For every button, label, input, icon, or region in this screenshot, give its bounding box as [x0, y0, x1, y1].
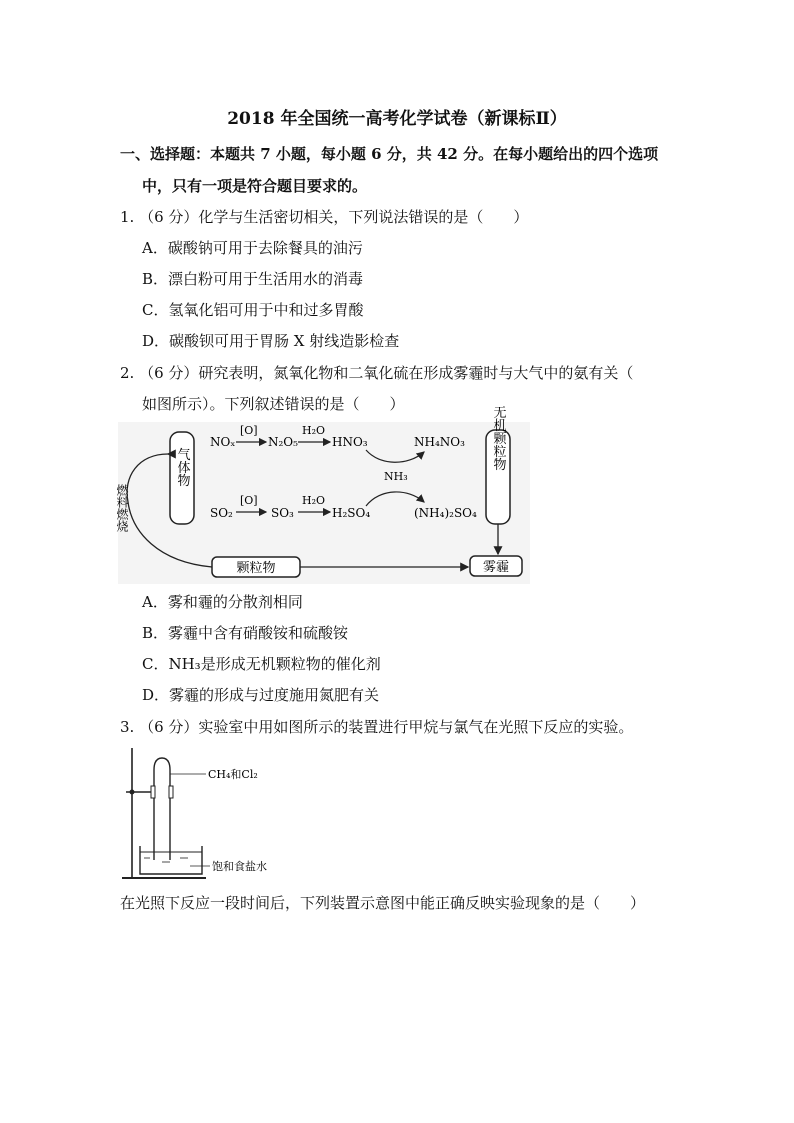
nh4-2so4-label: (NH₄)₂SO₄	[414, 506, 477, 520]
methane-chlorine-apparatus	[118, 742, 298, 884]
water-label-2: H₂O	[302, 494, 326, 507]
nh3-label: NH₃	[384, 470, 408, 483]
water-trough	[140, 846, 202, 874]
question-3-stem: 3. （6 分）实验室中用如图所示的装置进行甲烷与氯气在光照下反应的实验。	[120, 718, 634, 736]
so2-label: SO₂	[210, 506, 233, 520]
question-1-option-c: C．氢氧化铝可用于中和过多胃酸	[142, 301, 364, 319]
question-1-option-a: A．碳酸钠可用于去除餐具的油污	[142, 239, 363, 257]
n2o5-label: N₂O₅	[268, 435, 298, 449]
clamp-pad-right	[169, 786, 173, 798]
question-2-option-a: A．雾和霾的分散剂相同	[142, 593, 303, 611]
page-title: 2018 年全国统一高考化学试卷（新课标Ⅱ）	[227, 109, 567, 129]
question-1-option-d: D．碳酸钡可用于胃肠 X 射线造影检查	[142, 332, 400, 350]
hno3-label: HNO₃	[332, 435, 368, 449]
h2so4-label: H₂SO₄	[332, 506, 371, 520]
so3-label: SO₃	[271, 506, 294, 520]
question-1-option-b: B．漂白粉可用于生活用水的消毒	[142, 270, 364, 288]
question-3-followup: 在光照下反应一段时间后，下列装置示意图中能正确反映实验现象的是（ ）	[120, 894, 646, 912]
question-2-option-b: B．雾霾中含有硝酸铵和硫酸铵	[142, 624, 349, 642]
brine-label: 饱和食盐水	[212, 860, 267, 873]
particles-box-label: 颗粒物	[236, 561, 276, 576]
clamp-pad-left	[151, 786, 155, 798]
question-1-stem: 1. （6 分）化学与生活密切相关，下列说法错误的是（ ）	[120, 208, 529, 226]
nh4no3-label: NH₄NO₃	[414, 435, 465, 449]
section-heading-line-2: 中，只有一项是符合题目要求的。	[142, 177, 368, 195]
oxidation-label-1: [O]	[240, 424, 258, 437]
water-label-1: H₂O	[302, 424, 326, 437]
section-heading-line-1: 一、选择题：本题共 7 小题，每小题 6 分，共 42 分。在每小题给出的四个选项	[120, 145, 659, 163]
question-2-stem-line-1: 2. （6 分）研究表明，氮氧化物和二氧化硫在形成雾霾时与大气中的氨有关（	[120, 364, 634, 382]
gas-box-label: 气体物	[174, 447, 190, 487]
inverted-test-tube	[154, 758, 170, 860]
clamp-joint	[130, 790, 135, 795]
haze-formation-diagram	[115, 405, 530, 584]
question-2-option-d: D．雾霾的形成与过度施用氮肥有关	[142, 686, 380, 704]
inorganic-particles-label: 无机颗粒物	[490, 405, 506, 471]
nox-label: NOₓ	[210, 435, 236, 449]
haze-box-label: 雾霾	[482, 560, 510, 575]
gas-label: CH₄和Cl₂	[208, 768, 258, 781]
question-2-stem-line-2: 如图所示）。下列叙述错误的是（ ）	[142, 395, 405, 413]
question-2-option-c: C．NH₃是形成无机颗粒物的催化剂	[142, 655, 381, 673]
oxidation-label-2: [O]	[240, 494, 258, 507]
fuel-combustion-label: 燃料燃烧	[115, 484, 129, 532]
